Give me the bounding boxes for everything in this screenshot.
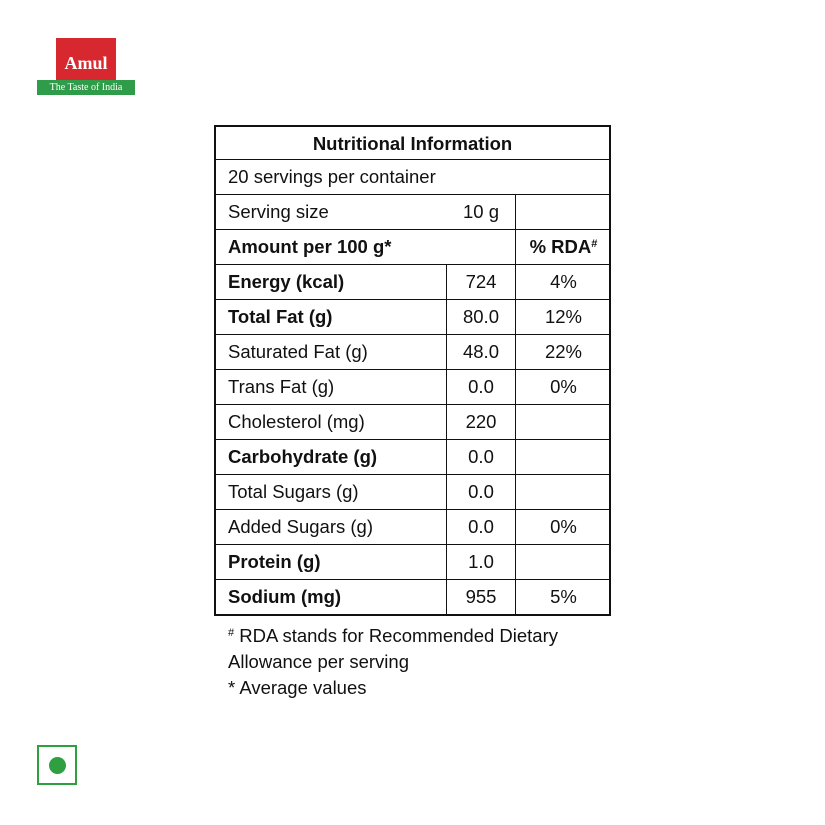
table-row [216,369,609,404]
nutrient-rda: 22% [544,341,583,362]
nutrient-name: Sodium (mg) [228,586,342,607]
footnotes [228,623,558,701]
nutrient-name: Energy (kcal) [228,271,345,292]
amul-logo [37,38,135,95]
table-row [216,544,609,579]
serving-size-value: 10 g [462,201,499,222]
nutrient-rda [516,545,611,579]
nutrient-rda: 12% [544,306,583,327]
nutrient-name: Trans Fat (g) [228,376,335,397]
nutrient-name: Added Sugars (g) [228,516,374,537]
servings-text: 20 servings per container [228,166,436,187]
table-title: Nutritional Information [312,133,513,154]
nutrient-rda: 0% [550,516,577,537]
nutrient-value: 0.0 [468,516,494,537]
nutrient-value: 48.0 [462,341,499,362]
table-row [216,579,609,614]
nutrition-table [214,125,611,616]
table-row [216,404,609,439]
nutrient-rda [516,405,611,439]
serving-size-row [216,194,609,229]
veg-symbol-icon [37,745,77,785]
nutrient-value: 220 [465,411,497,432]
amount-per-label: Amount per 100 g* [228,236,392,257]
servings-row [216,159,609,194]
nutrient-rda [516,475,611,509]
table-row [216,474,609,509]
nutrient-value: 1.0 [468,551,494,572]
footnote-average: * Average values [228,677,367,698]
footnote-rda-cont: Allowance per serving [228,651,409,672]
nutrient-rows [216,264,609,614]
table-title-row [216,127,609,159]
nutrient-value: 0.0 [468,376,494,397]
nutrient-rda [516,440,611,474]
nutrient-name: Protein (g) [228,551,321,572]
footnote-rda: # RDA stands for Recommended Dietary [228,625,559,646]
serving-size-label: Serving size [228,201,329,222]
table-row [216,509,609,544]
nutrient-value: 0.0 [468,481,494,502]
table-row [216,439,609,474]
rda-header: % RDA# [529,236,598,257]
nutrient-name: Cholesterol (mg) [228,411,365,432]
logo-tagline: The Taste of India [37,80,135,95]
table-row [216,334,609,369]
nutrient-name: Total Fat (g) [228,306,333,327]
nutrient-rda: 5% [550,586,577,607]
nutrient-name: Carbohydrate (g) [228,446,378,467]
nutrient-name: Saturated Fat (g) [228,341,368,362]
veg-dot [49,757,66,774]
nutrient-name: Total Sugars (g) [228,481,359,502]
table-row [216,299,609,334]
nutrient-rda: 4% [550,271,577,292]
nutrient-rda: 0% [550,376,577,397]
nutrient-value: 955 [465,586,497,607]
amount-header-row [216,229,609,264]
nutrient-value: 724 [465,271,497,292]
nutrient-value: 0.0 [468,446,494,467]
logo-brand-text: Amul [64,53,108,73]
nutrient-value: 80.0 [462,306,499,327]
table-row [216,264,609,299]
